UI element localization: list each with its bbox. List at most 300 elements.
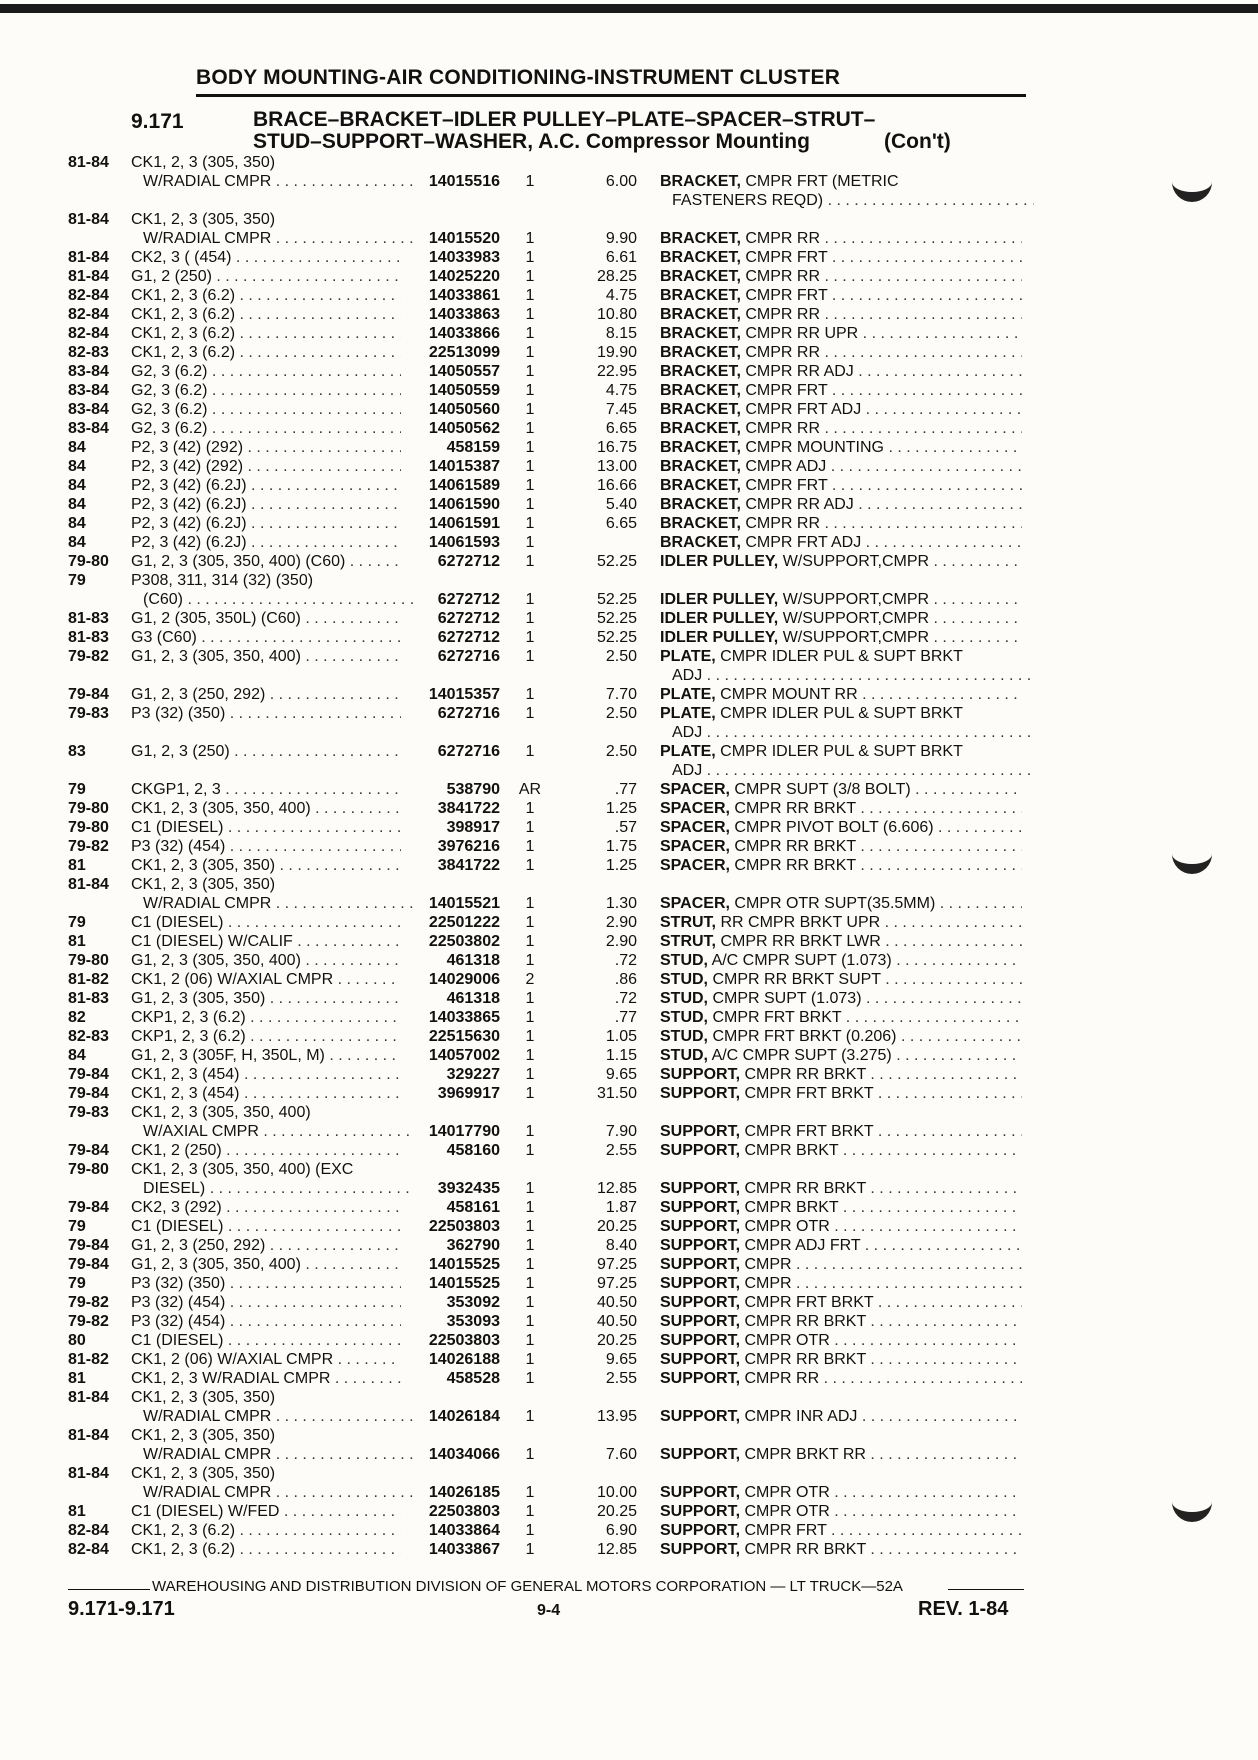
part-detail: CMPR RR BRKT SUPT — [712, 971, 881, 988]
model-application: C1 (DIESEL) . . . — [131, 1217, 401, 1236]
table-row — [0, 571, 1258, 590]
table-row — [0, 970, 1258, 989]
part-number: 14026184 — [428, 1408, 500, 1425]
part-number: 14061591 — [428, 515, 500, 532]
part-detail: CMPR — [744, 1256, 792, 1273]
part-name: SPACER, — [660, 819, 730, 836]
price: 9.90 — [605, 230, 637, 247]
part-number: 14034066 — [428, 1446, 500, 1463]
price: 52.25 — [596, 610, 637, 627]
table-row — [0, 438, 1258, 457]
part-number: 14061590 — [428, 496, 500, 513]
part-detail: CMPR SUPT (3/8 BOLT) — [734, 781, 911, 798]
table-row — [0, 1350, 1258, 1369]
parts-list — [0, 153, 1258, 1559]
part-detail: CMPR FRT — [745, 249, 828, 266]
part-name: SUPPORT, — [660, 1275, 741, 1292]
price: 6.90 — [605, 1522, 637, 1539]
price: 1.75 — [605, 838, 637, 855]
part-detail: CMPR RR ADJ — [745, 363, 854, 380]
part-detail: CMPR FRT BRKT (0.206) — [712, 1028, 897, 1045]
part-name: SPACER, — [660, 781, 730, 798]
quantity: 1 — [525, 1313, 535, 1330]
model-application: W/RADIAL CMPR . . . — [143, 1407, 413, 1426]
table-row — [0, 875, 1258, 894]
price: 1.25 — [605, 857, 637, 874]
model-application: (C60) . . . — [143, 590, 413, 609]
part-number: 14033861 — [428, 287, 500, 304]
quantity: 1 — [525, 1180, 535, 1197]
table-row — [0, 1293, 1258, 1312]
part-name: BRACKET, — [660, 344, 741, 361]
table-row — [0, 742, 1258, 761]
price: 9.65 — [605, 1066, 637, 1083]
part-name: BRACKET, — [660, 325, 741, 342]
table-row — [0, 1122, 1258, 1141]
quantity: 1 — [525, 610, 535, 627]
part-number: 6272712 — [437, 610, 500, 627]
part-number: 14015387 — [428, 458, 500, 475]
part-name: IDLER PULLEY, — [660, 553, 779, 570]
year-range: 84 — [68, 534, 86, 551]
model-application: C1 (DIESEL) W/FED . . . — [131, 1502, 401, 1521]
year-range: 82 — [68, 1009, 86, 1026]
part-detail: CMPR ADJ — [745, 458, 827, 475]
part-detail: CMPR OTR SUPT(35.5MM) — [734, 895, 936, 912]
part-number: 22503802 — [428, 933, 500, 950]
part-number: 14015521 — [428, 895, 500, 912]
model-application: CK1, 2, 3 (305, 350) — [131, 1427, 276, 1444]
part-description — [660, 248, 1022, 267]
table-row — [0, 932, 1258, 951]
part-number: 14015520 — [428, 230, 500, 247]
quantity: 1 — [525, 1028, 535, 1045]
model-application: P3 (32) (454) . . . — [131, 837, 401, 856]
table-row — [0, 761, 1258, 780]
quantity: 1 — [525, 857, 535, 874]
price: 13.95 — [596, 1408, 637, 1425]
part-detail: CMPR RR — [745, 420, 821, 437]
model-application: CK1, 2, 3 (6.2) . . . — [131, 1540, 401, 1559]
table-row — [0, 1046, 1258, 1065]
part-name: SUPPORT, — [660, 1370, 741, 1387]
part-detail: CMPR RR BRKT — [744, 1541, 866, 1558]
model-application: CK1, 2, 3 (305, 350, 400) (EXC — [131, 1161, 354, 1178]
part-name: SUPPORT, — [660, 1085, 741, 1102]
part-description — [660, 1027, 1022, 1046]
part-name: STUD, — [660, 1047, 708, 1064]
price: 6.65 — [605, 515, 637, 532]
part-detail: CMPR RR — [745, 268, 821, 285]
model-application: CK1, 2 (06) W/AXIAL CMPR . . . — [131, 1350, 401, 1369]
quantity: 1 — [525, 1294, 535, 1311]
year-range: 83 — [68, 743, 86, 760]
table-row — [0, 1179, 1258, 1198]
quantity: 1 — [525, 173, 535, 190]
part-name: SUPPORT, — [660, 1408, 741, 1425]
part-number: 14029006 — [428, 971, 500, 988]
part-detail: CMPR IDLER PUL & SUPT BRKT — [720, 743, 963, 760]
model-application: CK1, 2, 3 (305, 350) — [131, 1465, 276, 1482]
part-number: 538790 — [446, 781, 500, 798]
price: 2.50 — [605, 705, 637, 722]
part-number: 14061589 — [428, 477, 500, 494]
year-range: 79-80 — [68, 1161, 109, 1178]
part-number: 14026185 — [428, 1484, 500, 1501]
footer-revision: REV. 1-84 — [918, 1598, 1009, 1620]
price: .77 — [614, 781, 637, 798]
price: 1.87 — [605, 1199, 637, 1216]
quantity: 1 — [525, 1351, 535, 1368]
part-detail: CMPR RR BRKT — [744, 1351, 866, 1368]
model-application: W/AXIAL CMPR . . . — [143, 1122, 413, 1141]
part-name: STRUT, — [660, 914, 716, 931]
price: 4.75 — [605, 382, 637, 399]
model-application: G2, 3 (6.2) . . . — [131, 381, 401, 400]
part-number: 22515630 — [428, 1028, 500, 1045]
model-application: CK1, 2, 3 (6.2) . . . — [131, 324, 401, 343]
model-application: DIESEL) . . . — [143, 1179, 413, 1198]
table-row — [0, 1369, 1258, 1388]
part-detail: CMPR BRKT — [744, 1199, 839, 1216]
part-number: 14033865 — [428, 1009, 500, 1026]
part-name: STUD, — [660, 971, 708, 988]
year-range: 82-84 — [68, 325, 109, 342]
year-range: 79-80 — [68, 553, 109, 570]
quantity: 1 — [525, 1218, 535, 1235]
part-number: 6272716 — [437, 705, 500, 722]
part-description — [660, 1502, 1022, 1521]
part-description — [660, 343, 1022, 362]
price: 40.50 — [596, 1313, 637, 1330]
part-number: 461318 — [446, 952, 500, 969]
price: 1.25 — [605, 800, 637, 817]
part-number: 14015525 — [428, 1256, 500, 1273]
price: 7.70 — [605, 686, 637, 703]
model-application: G1, 2, 3 (305, 350, 400) . . . — [131, 647, 401, 666]
table-row — [0, 495, 1258, 514]
price: 1.30 — [605, 895, 637, 912]
part-name: SUPPORT, — [660, 1123, 741, 1140]
part-description — [660, 229, 1022, 248]
part-number: 353092 — [446, 1294, 500, 1311]
model-application: CK1, 2, 3 (454) . . . — [131, 1065, 401, 1084]
model-application: CK1, 2, 3 (305, 350, 400) . . . — [131, 799, 401, 818]
quantity: 2 — [525, 971, 535, 988]
part-name: BRACKET, — [660, 230, 741, 247]
table-row — [0, 894, 1258, 913]
part-name: BRACKET, — [660, 173, 741, 190]
part-detail: CMPR RR BRKT — [734, 838, 856, 855]
quantity: 1 — [525, 705, 535, 722]
part-description — [660, 1236, 1022, 1255]
year-range: 79 — [68, 1218, 86, 1235]
part-number: 14015525 — [428, 1275, 500, 1292]
part-name: BRACKET, — [660, 363, 741, 380]
model-application: CK1, 2, 3 (305, 350) — [131, 1389, 276, 1406]
part-name: SUPPORT, — [660, 1484, 741, 1501]
part-number: 458159 — [446, 439, 500, 456]
part-detail: CMPR MOUNT RR — [720, 686, 858, 703]
price: 40.50 — [596, 1294, 637, 1311]
model-application: P3 (32) (350) . . . — [131, 1274, 401, 1293]
model-application: CKGP1, 2, 3 . . . — [131, 780, 401, 799]
part-name: IDLER PULLEY, — [660, 591, 779, 608]
part-number: 22513099 — [428, 344, 500, 361]
quantity: 1 — [525, 591, 535, 608]
year-range: 81-84 — [68, 876, 109, 893]
quantity: 1 — [525, 458, 535, 475]
model-application: CK1, 2 (06) W/AXIAL CMPR . . . — [131, 970, 401, 989]
part-number: 22501222 — [428, 914, 500, 931]
table-row — [0, 913, 1258, 932]
model-application: G1, 2, 3 (305, 350, 400) . . . — [131, 951, 401, 970]
quantity: 1 — [525, 1484, 535, 1501]
year-range: 79 — [68, 572, 86, 589]
part-name: BRACKET, — [660, 515, 741, 532]
part-number: 461318 — [446, 990, 500, 1007]
model-application: CK1, 2, 3 W/RADIAL CMPR . . . — [131, 1369, 401, 1388]
year-range: 79-84 — [68, 1199, 109, 1216]
price: 2.50 — [605, 743, 637, 760]
table-row — [0, 1540, 1258, 1559]
part-detail: CMPR RR — [744, 1370, 820, 1387]
part-name: SUPPORT, — [660, 1237, 741, 1254]
table-row — [0, 1217, 1258, 1236]
price: 16.75 — [596, 439, 637, 456]
part-description — [672, 761, 1034, 780]
part-description — [660, 172, 1022, 191]
part-number: 458160 — [446, 1142, 500, 1159]
part-name: BRACKET, — [660, 534, 741, 551]
quantity: 1 — [525, 230, 535, 247]
model-application: G1, 2, 3 (305, 350, 400) (C60) . . . — [131, 552, 401, 571]
year-range: 81-84 — [68, 268, 109, 285]
part-number: 398917 — [446, 819, 500, 836]
part-number: 14033866 — [428, 325, 500, 342]
model-application: CK1, 2, 3 (6.2) . . . — [131, 343, 401, 362]
part-name: PLATE, — [660, 686, 716, 703]
year-range: 79-84 — [68, 1237, 109, 1254]
part-name: SPACER, — [660, 800, 730, 817]
year-range: 79-84 — [68, 1085, 109, 1102]
model-application: G1, 2, 3 (305, 350, 400) . . . — [131, 1255, 401, 1274]
part-detail: W/SUPPORT,CMPR — [782, 553, 930, 570]
year-range: 83-84 — [68, 401, 109, 418]
part-name: STRUT, — [660, 933, 716, 950]
part-detail: CMPR FRT ADJ — [745, 401, 862, 418]
year-range: 79 — [68, 781, 86, 798]
part-detail: W/SUPPORT,CMPR — [782, 610, 930, 627]
quantity: 1 — [525, 477, 535, 494]
part-number: 3841722 — [437, 857, 500, 874]
price: 6.61 — [605, 249, 637, 266]
model-application: G1, 2, 3 (250, 292) . . . — [131, 685, 401, 704]
model-application: G1, 2, 3 (250, 292) . . . — [131, 1236, 401, 1255]
year-range: 81 — [68, 1370, 86, 1387]
price: 97.25 — [596, 1256, 637, 1273]
table-row — [0, 1483, 1258, 1502]
quantity: 1 — [525, 1066, 535, 1083]
part-number: 6272712 — [437, 591, 500, 608]
part-description — [660, 1445, 1022, 1464]
price: 2.55 — [605, 1142, 637, 1159]
part-name: STUD, — [660, 990, 708, 1007]
quantity: 1 — [525, 1123, 535, 1140]
part-detail: CMPR ADJ FRT — [744, 1237, 861, 1254]
quantity: 1 — [525, 515, 535, 532]
table-row — [0, 1426, 1258, 1445]
part-name: SUPPORT, — [660, 1522, 741, 1539]
part-name: SUPPORT, — [660, 1332, 741, 1349]
quantity: 1 — [525, 933, 535, 950]
part-description — [660, 1407, 1022, 1426]
part-detail: CMPR RR BRKT — [744, 1066, 866, 1083]
part-description — [660, 780, 1022, 799]
year-range: 83-84 — [68, 382, 109, 399]
model-application: C1 (DIESEL) . . . — [131, 1331, 401, 1350]
part-number: 14017790 — [428, 1123, 500, 1140]
table-row — [0, 419, 1258, 438]
quantity: 1 — [525, 401, 535, 418]
price: 28.25 — [596, 268, 637, 285]
part-description — [672, 191, 1034, 210]
part-name: SUPPORT, — [660, 1142, 741, 1159]
quantity: 1 — [525, 686, 535, 703]
price: 7.60 — [605, 1446, 637, 1463]
model-application: CK1, 2, 3 (6.2) . . . — [131, 1521, 401, 1540]
model-application: CKP1, 2, 3 (6.2) . . . — [131, 1027, 401, 1046]
model-application: CK1, 2, 3 (305, 350) — [131, 211, 276, 228]
year-range: 84 — [68, 496, 86, 513]
quantity: 1 — [525, 1199, 535, 1216]
year-range: 81-84 — [68, 211, 109, 228]
model-application: C1 (DIESEL) . . . — [131, 913, 401, 932]
part-detail: CMPR FRT BRKT — [744, 1294, 874, 1311]
part-detail: CMPR — [744, 1275, 792, 1292]
part-description — [660, 1521, 1022, 1540]
part-description — [660, 362, 1022, 381]
model-application: P3 (32) (350) . . . — [131, 704, 401, 723]
part-detail: CMPR RR UPR — [745, 325, 859, 342]
quantity: 1 — [525, 306, 535, 323]
table-row — [0, 818, 1258, 837]
part-name: SUPPORT, — [660, 1218, 741, 1235]
part-name: BRACKET, — [660, 458, 741, 475]
model-application: CK1, 2, 3 (305, 350) — [131, 154, 276, 171]
part-detail: CMPR FRT BRKT — [712, 1009, 842, 1026]
part-description — [660, 381, 1022, 400]
year-range: 83-84 — [68, 363, 109, 380]
part-number: 458528 — [446, 1370, 500, 1387]
part-description — [660, 799, 1022, 818]
part-number: 14033863 — [428, 306, 500, 323]
part-description — [660, 1122, 1022, 1141]
quantity: 1 — [525, 819, 535, 836]
price: 52.25 — [596, 553, 637, 570]
part-name: PLATE, — [660, 648, 716, 665]
part-detail: CMPR BRKT — [744, 1142, 839, 1159]
model-application: G3 (C60) . . . — [131, 628, 401, 647]
part-name: BRACKET, — [660, 306, 741, 323]
part-number: 14050562 — [428, 420, 500, 437]
part-detail: ADJ — [672, 724, 703, 741]
part-description — [660, 1255, 1022, 1274]
price: 20.25 — [596, 1332, 637, 1349]
price: 52.25 — [596, 629, 637, 646]
table-row — [0, 1388, 1258, 1407]
model-application: P3 (32) (454) . . . — [131, 1293, 401, 1312]
year-range: 81 — [68, 933, 86, 950]
quantity: 1 — [525, 1047, 535, 1064]
table-row — [0, 1027, 1258, 1046]
part-description — [660, 514, 1022, 533]
part-description — [660, 1331, 1022, 1350]
part-description — [660, 1483, 1022, 1502]
part-detail: CMPR RR BRKT — [734, 800, 856, 817]
table-row — [0, 1521, 1258, 1540]
part-detail: CMPR RR BRKT — [744, 1180, 866, 1197]
model-application: C1 (DIESEL) . . . — [131, 818, 401, 837]
quantity: 1 — [525, 249, 535, 266]
part-description — [660, 1084, 1022, 1103]
quantity: 1 — [525, 1237, 535, 1254]
table-row — [0, 1141, 1258, 1160]
quantity: 1 — [525, 990, 535, 1007]
model-application: G1, 2, 3 (250) . . . — [131, 742, 401, 761]
quantity: 1 — [525, 496, 535, 513]
part-detail: CMPR OTR — [744, 1484, 830, 1501]
part-number: 329227 — [446, 1066, 500, 1083]
year-range: 84 — [68, 477, 86, 494]
model-application: P308, 311, 314 (32) (350) — [131, 572, 314, 589]
year-range: 82-84 — [68, 1541, 109, 1558]
part-detail: CMPR FRT ADJ — [745, 534, 862, 551]
part-name: BRACKET, — [660, 420, 741, 437]
quantity: 1 — [525, 1085, 535, 1102]
year-range: 79-84 — [68, 686, 109, 703]
part-detail: CMPR INR ADJ — [744, 1408, 858, 1425]
table-row — [0, 856, 1258, 875]
section-title-line2: STUD–SUPPORT–WASHER, A.C. Compressor Mounting — [253, 130, 810, 153]
price: 20.25 — [596, 1218, 637, 1235]
part-description — [660, 913, 1022, 932]
table-row — [0, 1445, 1258, 1464]
year-range: 84 — [68, 1047, 86, 1064]
part-name: BRACKET, — [660, 477, 741, 494]
model-application: P2, 3 (42) (6.2J) . . . — [131, 514, 401, 533]
year-range: 79 — [68, 1275, 86, 1292]
year-range: 81 — [68, 1503, 86, 1520]
part-detail: CMPR MOUNTING — [745, 439, 884, 456]
part-name: SPACER, — [660, 857, 730, 874]
part-detail: CMPR RR — [745, 344, 821, 361]
part-description — [660, 609, 1022, 628]
model-application: G2, 3 (6.2) . . . — [131, 419, 401, 438]
model-application: G2, 3 (6.2) . . . — [131, 400, 401, 419]
year-range: 81-84 — [68, 249, 109, 266]
model-application: CK1, 2 (250) . . . — [131, 1141, 401, 1160]
model-application: G1, 2, 3 (305F, H, 350L, M) . . . — [131, 1046, 401, 1065]
part-detail: CMPR BRKT RR — [744, 1446, 866, 1463]
price: 22.95 — [596, 363, 637, 380]
part-number: 353093 — [446, 1313, 500, 1330]
part-description — [660, 1008, 1022, 1027]
quantity: 1 — [525, 439, 535, 456]
part-detail: CMPR OTR — [744, 1332, 830, 1349]
table-row — [0, 476, 1258, 495]
table-row — [0, 780, 1258, 799]
